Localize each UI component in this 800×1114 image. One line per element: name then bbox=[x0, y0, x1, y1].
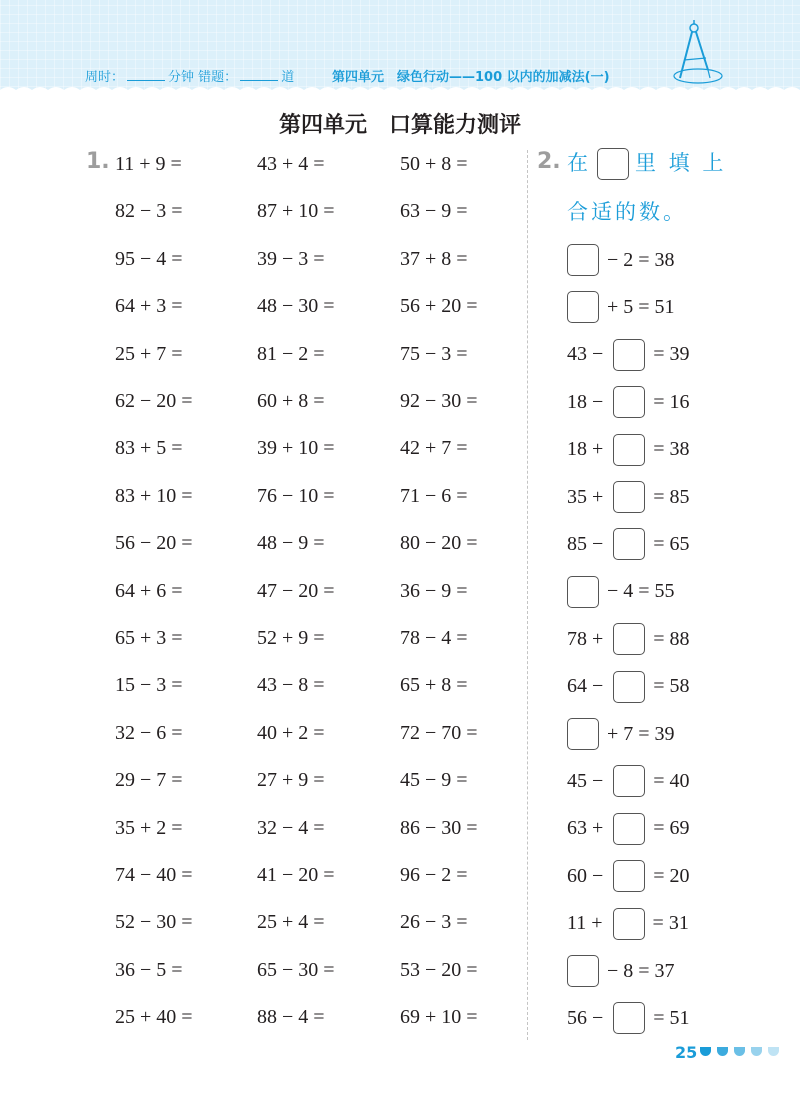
q1-equation: 65 + 8 = bbox=[400, 674, 468, 697]
q1-equation: 88 − 4 = bbox=[257, 1006, 325, 1029]
q1-equation: 47 − 20 = bbox=[257, 579, 335, 602]
q1-equation: 69 + 10 = bbox=[400, 1006, 478, 1029]
q2-equation bbox=[567, 290, 675, 324]
q1-equation: 39 − 3 = bbox=[257, 247, 325, 270]
q1-equation: 25 + 4 = bbox=[257, 911, 325, 934]
q1-equation: 71 − 6 = bbox=[400, 484, 468, 507]
q1-equation: 87 + 10 = bbox=[257, 200, 335, 223]
q1-equation: 45 − 9 = bbox=[400, 769, 468, 792]
q1-equation: 75 − 3 = bbox=[400, 342, 468, 365]
decor-dot bbox=[768, 1047, 779, 1056]
q2-equation bbox=[567, 859, 690, 893]
q1-equation: 74 − 40 = bbox=[115, 864, 193, 886]
prompt-example-box bbox=[597, 148, 629, 180]
decor-dot bbox=[717, 1047, 728, 1056]
q1-equation: 60 + 8 = bbox=[257, 390, 325, 412]
q1-equation: 43 − 8 = bbox=[257, 674, 325, 697]
q1-equation: 15 − 3 = bbox=[115, 674, 183, 697]
q1-equation: 64 + 6 = bbox=[115, 579, 183, 602]
q2-right-part: = 69 bbox=[653, 817, 690, 840]
q1-equation: 80 − 20 = bbox=[400, 532, 478, 555]
q2-left-part: 18 − bbox=[567, 390, 604, 413]
q2-left-part: 18 + bbox=[567, 438, 604, 461]
q2-right-part: = 31 bbox=[652, 912, 689, 935]
q1-equation: 37 + 8 = bbox=[400, 247, 468, 270]
answer-box[interactable] bbox=[567, 576, 599, 608]
q2-right-part: = 16 bbox=[653, 390, 690, 413]
q2-equation bbox=[567, 670, 690, 704]
answer-box[interactable] bbox=[613, 528, 645, 560]
q2-equation bbox=[567, 527, 690, 561]
q2-left-part: 78 + bbox=[567, 627, 604, 650]
q1-equation: 78 − 4 = bbox=[400, 627, 468, 649]
q1-equation: 52 − 30 = bbox=[115, 911, 193, 934]
page-decoration bbox=[700, 1047, 779, 1056]
q1-equation: 82 − 3 = bbox=[115, 200, 183, 223]
q1-equation: 56 − 20 = bbox=[115, 532, 193, 555]
q1-equation: 25 + 7 = bbox=[115, 342, 183, 365]
q1-equation: 48 − 30 = bbox=[257, 295, 335, 318]
q2-right-part: = 40 bbox=[653, 769, 690, 792]
q1-equation: 81 − 2 = bbox=[257, 342, 325, 365]
answer-box[interactable] bbox=[613, 765, 645, 797]
q2-equation bbox=[567, 480, 690, 514]
q1-equation: 86 − 30 = bbox=[400, 816, 478, 839]
q2-left-part: 11 + bbox=[567, 912, 603, 935]
q2-right-part: = 58 bbox=[653, 675, 690, 698]
q1-equation: 96 − 2 = bbox=[400, 864, 468, 886]
q2-left-part: 60 − bbox=[567, 864, 604, 887]
q1-equation: 65 − 30 = bbox=[257, 958, 335, 981]
page-title: 第四单元 口算能力测评 bbox=[278, 113, 521, 138]
decor-dot bbox=[700, 1047, 711, 1056]
q2-right-part: = 51 bbox=[653, 1006, 690, 1029]
answer-box[interactable] bbox=[613, 623, 645, 655]
q2-equation bbox=[567, 243, 675, 277]
q2-right-part: = 88 bbox=[653, 627, 690, 650]
q1-equation: 62 − 20 = bbox=[115, 390, 193, 412]
q2-right-part: = 85 bbox=[653, 485, 690, 508]
q1-equation: 43 + 4 = bbox=[257, 153, 325, 175]
q1-equation: 36 − 5 = bbox=[115, 958, 183, 981]
prompt-part-b: 里 填 上 bbox=[635, 151, 727, 175]
q1-equation: 83 + 5 = bbox=[115, 437, 183, 460]
unit-title: 第四单元 绿色行动——100 以内的加减法(一) bbox=[332, 70, 610, 85]
q1-equation: 76 − 10 = bbox=[257, 484, 335, 507]
q1-equation: 53 − 20 = bbox=[400, 958, 478, 981]
compass-icon bbox=[664, 20, 724, 86]
header-wave bbox=[0, 84, 800, 100]
q2-right-part: = 39 bbox=[653, 343, 690, 366]
header-time-errors bbox=[85, 66, 294, 85]
q2-equation bbox=[567, 433, 690, 467]
q2-left-part: 56 − bbox=[567, 1006, 604, 1029]
q1-equation: 50 + 8 = bbox=[400, 153, 468, 175]
q1-equation: 48 − 9 = bbox=[257, 532, 325, 555]
q2-equation bbox=[567, 717, 675, 751]
q2-right-part: + 5 = 51 bbox=[607, 295, 675, 318]
q2-left-part: 63 + bbox=[567, 817, 604, 840]
answer-box[interactable] bbox=[613, 434, 645, 466]
q1-equation: 35 + 2 = bbox=[115, 816, 183, 839]
q2-right-part: − 8 = 37 bbox=[607, 959, 675, 982]
time-blank[interactable] bbox=[127, 68, 165, 81]
q1-equation: 36 − 9 = bbox=[400, 579, 468, 602]
answer-box[interactable] bbox=[613, 339, 645, 371]
q1-equation: 64 + 3 = bbox=[115, 295, 183, 318]
q2-right-part: − 2 = 38 bbox=[607, 248, 675, 271]
q1-equation: 11 + 9 = bbox=[115, 153, 182, 175]
q1-equation: 39 + 10 = bbox=[257, 437, 335, 460]
decor-dot bbox=[751, 1047, 762, 1056]
question-2-number: 2. bbox=[537, 149, 561, 174]
errors-blank[interactable] bbox=[240, 68, 278, 81]
time-unit: 分钟 bbox=[168, 70, 195, 85]
q2-equation bbox=[567, 812, 690, 846]
q2-equation bbox=[567, 954, 675, 988]
time-label: 周时： bbox=[85, 70, 125, 85]
q1-equation: 25 + 40 = bbox=[115, 1006, 193, 1029]
prompt-part-a: 在 bbox=[567, 151, 591, 175]
answer-box[interactable] bbox=[567, 718, 599, 750]
answer-box[interactable] bbox=[613, 481, 645, 513]
q1-equation: 29 − 7 = bbox=[115, 769, 183, 792]
question-2-prompt-line2: 合适的数。 bbox=[567, 200, 687, 224]
q2-equation bbox=[567, 622, 690, 656]
q2-right-part: = 65 bbox=[653, 532, 690, 555]
q2-right-part: = 38 bbox=[653, 438, 690, 461]
q1-equation: 32 − 4 = bbox=[257, 816, 325, 839]
q2-right-part: = 20 bbox=[653, 864, 690, 887]
q1-equation: 42 + 7 = bbox=[400, 437, 468, 460]
q1-equation: 40 + 2 = bbox=[257, 721, 325, 744]
q2-left-part: 45 − bbox=[567, 769, 604, 792]
decor-dot bbox=[734, 1047, 745, 1056]
q1-equation: 56 + 20 = bbox=[400, 295, 478, 318]
answer-box[interactable] bbox=[613, 908, 645, 940]
q1-equation: 32 − 6 = bbox=[115, 721, 183, 744]
page-number: 25 bbox=[675, 1043, 698, 1062]
q1-equation: 95 − 4 = bbox=[115, 247, 183, 270]
q2-equation bbox=[567, 1001, 690, 1035]
q1-equation: 52 + 9 = bbox=[257, 627, 325, 649]
q1-equation: 72 − 70 = bbox=[400, 721, 478, 744]
answer-box[interactable] bbox=[613, 813, 645, 845]
q2-right-part: + 7 = 39 bbox=[607, 722, 675, 745]
q1-equation: 41 − 20 = bbox=[257, 864, 335, 886]
q1-equation: 92 − 30 = bbox=[400, 390, 478, 412]
errors-unit: 道 bbox=[281, 70, 295, 85]
answer-box[interactable] bbox=[613, 671, 645, 703]
q2-right-part: − 4 = 55 bbox=[607, 580, 675, 603]
column-divider bbox=[527, 150, 528, 1040]
q2-left-part: 35 + bbox=[567, 485, 604, 508]
q2-left-part: 43 − bbox=[567, 343, 604, 366]
q2-equation bbox=[567, 385, 690, 419]
q1-equation: 26 − 3 = bbox=[400, 911, 468, 934]
answer-box[interactable] bbox=[613, 386, 645, 418]
q1-equation: 27 + 9 = bbox=[257, 769, 325, 792]
errors-label: 错题： bbox=[198, 70, 238, 85]
q1-equation: 83 + 10 = bbox=[115, 484, 193, 507]
question-1-number: 1. bbox=[86, 149, 110, 174]
q2-left-part: 64 − bbox=[567, 675, 604, 698]
answer-box[interactable] bbox=[613, 860, 645, 892]
answer-box[interactable] bbox=[567, 244, 599, 276]
question-2-prompt bbox=[567, 147, 726, 180]
answer-box[interactable] bbox=[567, 955, 599, 987]
q1-equation: 65 + 3 = bbox=[115, 627, 183, 649]
answer-box[interactable] bbox=[567, 291, 599, 323]
q2-equation bbox=[567, 575, 675, 609]
q2-equation bbox=[567, 338, 690, 372]
q2-equation bbox=[567, 764, 690, 798]
q1-equation: 63 − 9 = bbox=[400, 200, 468, 223]
q2-left-part: 85 − bbox=[567, 532, 604, 555]
q2-equation bbox=[567, 907, 689, 941]
answer-box[interactable] bbox=[613, 1002, 645, 1034]
